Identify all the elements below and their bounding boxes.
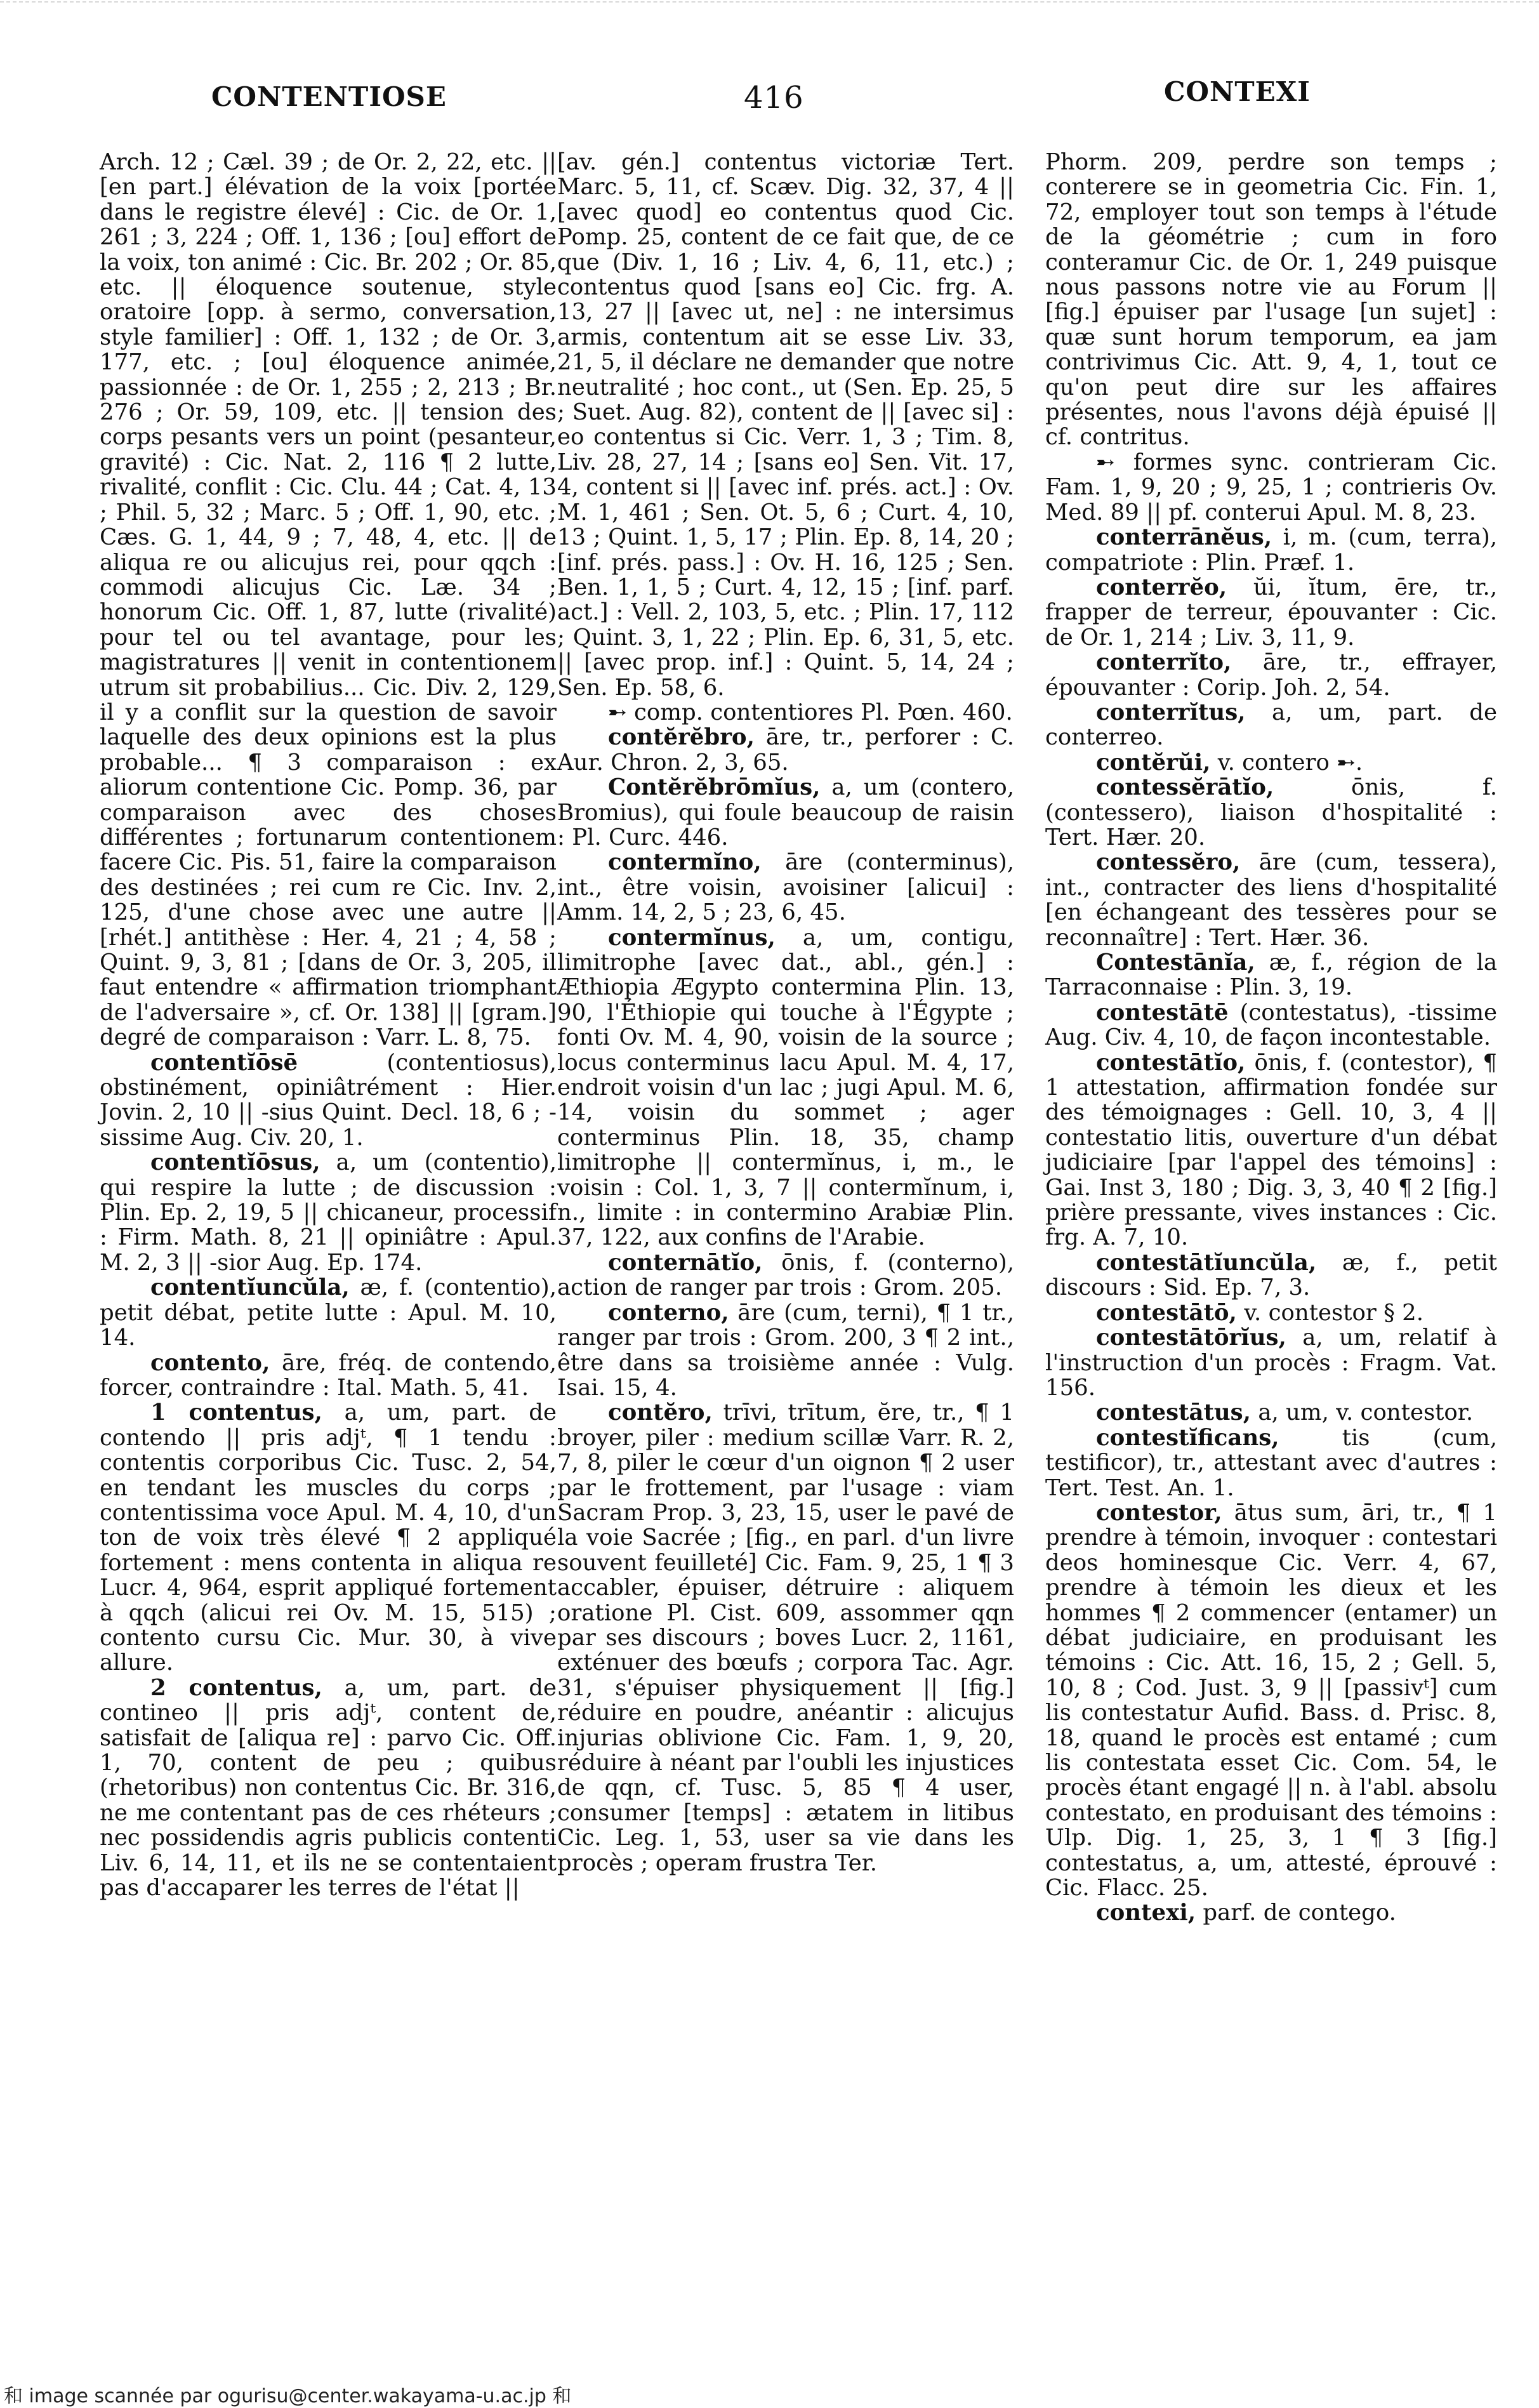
entry-headword: contestātĭo, [1096,1049,1246,1076]
entry-headword: contĕrĕbro, [608,724,755,751]
entry-headword: contestātē [1096,999,1229,1026]
entry-headword: contestātōrĭus, [1096,1325,1286,1351]
entry-body: ➸ comp. contentiores Pl. Pœn. 460. [608,699,1013,725]
dictionary-entry [1045,700,1497,750]
dictionary-entry [100,1275,557,1350]
entry-headword: 1 contentus, [150,1399,322,1426]
entry-body: (contestatus), -tissime Aug. Civ. 4, 10, de façon incontestable. [1045,999,1497,1051]
entry-headword: conterrānĕus, [1096,524,1272,551]
entry-body: a, um, part. de conterreo. [1045,699,1497,751]
entry-body: āre, tr., effrayer, épouvanter : Corip. Joh. 2, 54. [1045,649,1497,701]
entry-body: āre (cum, tessera), int., contracter des liens d'hospitalité [en échangeant des tessères pour se reconnaître] : Tert. Hær. 36. [1045,849,1497,951]
scan-credit-footer: 和 image scannée par ogurisu@center.wakayama-u.ac.jp 和 [4,2385,572,2407]
entry-headword: contermĭnus, [608,924,776,951]
dictionary-entry [1045,750,1497,775]
dictionary-entry [557,775,1014,850]
entry-body: [av. gén.] contentus victoriæ Tert. Marc. 5, 11, cf. Scæv. Dig. 32, 37, 4 || [avec quod] eo contentus quod Cic. Pomp. 25, content de ce fait que, de ce que (Div. 1, 16 ; Liv. 4, 6, 11, etc.) ; contentus quod [sans eo] Cic. frg. A. 13, 27 || [avec ut, ne] : ne intersimus armis, contentum ait se esse Liv. 33, 21, 5, il déclare ne demander que notre neutralité ; hoc cont., ut (Sen. Ep. 25, 5 ; Suet. Aug. 82), content de || [avec si] : eo contentus si Cic. Verr. 1, 3 ; Tim. 8, Liv. 28, 27, 14 ; [sans eo] Sen. Vit. 17, 4, content si || [avec inf. prés. act.] : Ov. M. 1, 461 ; Sen. Ot. 5, 6 ; Curt. 4, 10, 13 ; Quint. 1, 5, 17 ; Plin. Ep. 8, 14, 20 ; [inf. prés. pass.] : Ov. H. 16, 125 ; Sen. Ben. 1, 1, 5 ; Curt. 4, 12, 15 ; [inf. parf. act.] : Vell. 2, 103, 5, etc. ; Plin. 17, 112 ; Quint. 3, 1, 22 ; Plin. Ep. 6, 31, 5, etc. || [avec prop. inf.] : Quint. 5, 14, 24 ; Sen. Ep. 58, 6. [557,149,1014,701]
dictionary-entry [1045,1250,1497,1300]
entry-headword: contentĭōsē [150,1049,298,1076]
dictionary-entry [100,1150,557,1275]
running-head-right: CONTEXI [1164,76,1311,107]
dictionary-entry [1045,850,1497,950]
entry-continuation [557,150,1014,700]
entry-headword: contermĭno, [608,849,762,876]
entry-body: æ, f. (contentio), petit débat, petite lutte : Apul. M. 10, 14. [100,1274,557,1351]
entry-body: ➸ formes sync. contrieram Cic. Fam. 1, 9, 20 ; 9, 25, 1 ; contrieris Ov. Med. 89 || pf. conterui Apul. M. 8, 23. [1045,449,1497,526]
dictionary-entry [1045,525,1497,575]
entry-body: ŭi, ĭtum, ēre, tr., frapper de terreur, épouvanter : Cic. de Or. 1, 214 ; Liv. 3, 11, 9. [1045,574,1497,651]
dictionary-entry [557,1250,1014,1300]
entry-headword: contestātō, [1096,1299,1237,1326]
entry-body: parf. de contego. [1196,1900,1396,1926]
dictionary-entry [1045,775,1497,850]
entry-headword: contento, [150,1349,270,1376]
dictionary-entry [100,1676,557,1901]
entry-headword: Contestānĭa, [1096,949,1255,976]
scan-top-rule [0,1,1539,3]
entry-body: a, um, contigu, limitrophe [avec dat., abl., gén.] : Æthiopia Ægypto contermina Plin. 13, 90, l'Éthiopie qui touche à l'Égypte ; fonti Ov. M. 4, 90, voisin de la source ; locus conterminus lacu Apul. M. 4, 17, endroit voisin d'un lac ; jugi Apul. M. 6, 14, voisin du sommet ; ager conterminus Plin. 18, 35, champ limitrophe || contermĭnus, i, m., le voisin : Col. 1, 3, 7 || contermĭnum, i, n., limite : in contermino Arabiæ Plin. 37, 122, aux confins de l'Arabie. [557,924,1014,1251]
entry-body: a, um, v. contestor. [1251,1399,1474,1426]
dictionary-entry [1045,1300,1497,1325]
entry-continuation [100,150,557,1050]
dictionary-entry [1045,450,1497,525]
dictionary-entry [557,1300,1014,1401]
dictionary-entry [1045,1900,1497,1925]
entry-body: a, um, part. de contineo || pris adjᵗ, content de, satisfait de [aliqua re] : parvo Cic. Off. 1, 70, content de peu ; quibus (rhetoribus) non contentus Cic. Br. 316, ne me contentant pas de ces rhéteurs ; nec possidendis agris publicis contenti Liv. 6, 14, 11, et ils ne se contentaient pas d'accaparer les terres de l'état || [100,1674,557,1902]
dictionary-entry [1045,1400,1497,1425]
entry-body: Phorm. 209, perdre son temps ; conterere se in geometria Cic. Fin. 1, 72, employer tout son temps à l'étude de la géométrie ; cum in foro conteramur Cic. de Or. 1, 249 puisque nous passons notre vie au Forum || [fig.] épuiser par l'usage [un sujet] : quæ sunt horum temporum, ea jam contrivimus Cic. Att. 9, 4, 1, tout ce qu'on peut dire sur les affaires présentes, nous l'avons déjà épuisé || cf. contritus. [1045,149,1497,451]
dictionary-entry [1045,950,1497,1000]
entry-headword: contentĭōsus, [150,1149,320,1176]
dictionary-entry [557,725,1014,775]
dictionary-column-2 [557,150,1014,1875]
dictionary-entry [1045,1426,1497,1500]
entry-headword: contentĭuncŭla, [150,1274,350,1301]
entry-continuation [1045,150,1497,450]
entry-headword: conterrĭto, [1096,649,1232,676]
entry-body: trīvi, trītum, ĕre, tr., ¶ 1 broyer, piler : medium scillæ Varr. R. 2, 7, 8, piler le cœur d'un oignon ¶ 2 user par le frottement, par l'usage : viam Sacram Prop. 3, 23, 15, user le pavé de la voie Sacrée ; [fig., en parl. d'un livre souvent feuilleté] Cic. Fam. 9, 25, 1 ¶ 3 accabler, épuiser, détruire : aliquem oratione Pl. Cist. 609, assommer qqn par ses discours ; boves Lucr. 2, 1161, exténuer des bœufs ; corpora Tac. Agr. 31, s'épuiser physiquement || [fig.] réduire en poudre, anéantir : alicujus injurias oblivione Cic. Fam. 1, 9, 20, réduire à néant par l'oubli les injustices de qqn, cf. Tusc. 5, 85 ¶ 4 user, consumer [temps] : ætatem in litibus Cic. Leg. 1, 53, user sa vie dans les procès ; operam frustra Ter. [557,1399,1014,1876]
entry-headword: contestĭficans, [1096,1424,1279,1451]
entry-body: āre, tr., perforer : C. Aur. Chron. 2, 3, 65. [557,724,1014,776]
dictionary-entry [557,700,1014,725]
entry-body: (contentiosus), obstinément, opiniâtrément : Hier. Jovin. 2, 10 || -sius Quint. Decl. 18, 6 ; -sissime Aug. Civ. 20, 1. [100,1049,557,1151]
entry-body: æ, f., petit discours : Sid. Ep. 7, 3. [1045,1249,1497,1301]
entry-headword: contexi, [1096,1900,1196,1926]
entry-headword: conterrĭtus, [1096,699,1246,725]
entry-body: a, um, relatif à l'instruction d'un procès : Fragm. Vat. 156. [1045,1325,1497,1401]
dictionary-entry [1045,650,1497,700]
entry-body: ōnis, f. (conterno), action de ranger par trois : Grom. 205. [557,1249,1014,1301]
entry-body: ātus sum, āri, tr., ¶ 1 prendre à témoin, invoquer : contestari deos hominesque Cic. Verr. 4, 67, prendre à témoin les dieux et les hommes ¶ 2 commencer (entamer) un débat judiciaire, en produisant les témoins : Cic. Att. 16, 15, 2 ; Gell. 5, 10, 8 ; Cod. Just. 3, 9 || [passivᵗ] cum lis contestatur Aufid. Bass. d. Prisc. 8, 18, quand le procès est entamé ; cum lis contestata esset Cic. Com. 54, le procès étant engagé || n. à l'abl. absolu contestato, en produisant des témoins : Ulp. Dig. 1, 25, 3, 1 ¶ 3 [fig.] contestatus, a, um, attesté, éprouvé : Cic. Flacc. 25. [1045,1499,1497,1902]
entry-headword: contestātus, [1096,1399,1252,1426]
entry-headword: contĕro, [608,1399,713,1426]
entry-body: āre (conterminus), int., être voisin, avoisiner [alicui] : Amm. 14, 2, 5 ; 23, 6, 45. [557,849,1014,926]
entry-headword: contestātĭuncŭla, [1096,1249,1317,1276]
dictionary-entry [557,925,1014,1250]
entry-body: ōnis, f. (contestor), ¶ 1 attestation, affirmation fondée sur des témoignages : Gell. 10, 3, 4 || contestatio litis, ouverture d'un débat judiciaire [par l'appel des témoins] : Gai. Inst 3, 180 ; Dig. 3, 3, 40 ¶ 2 [fig.] prière pressante, vives instances : Cic. frg. A. 7, 10. [1045,1049,1497,1251]
entry-body: a, um (contentio), qui respire la lutte ; de discussion : Plin. Ep. 2, 19, 5 || chicaneur, processif : Firm. Math. 8, 21 || opiniâtre : Apul. M. 2, 3 || -sior Aug. Ep. 174. [100,1149,557,1276]
entry-body: v. contero ➸. [1210,749,1363,776]
entry-body: āre (cum, terni), ¶ 1 tr., ranger par trois : Grom. 200, 3 ¶ 2 int., être dans sa troisième année : Vulg. Isai. 15, 4. [557,1299,1014,1401]
entry-headword: contĕrŭi, [1096,749,1211,776]
dictionary-column-1 [100,150,557,1900]
dictionary-entry [557,1400,1014,1875]
entry-body: a, um (contero, Bromius), qui foule beaucoup de raisin : Pl. Curc. 446. [557,774,1014,850]
entry-body: v. contestor § 2. [1236,1299,1424,1326]
entry-headword: contessĕrātĭo, [1096,774,1274,801]
dictionary-entry [100,1351,557,1401]
entry-headword: conterrĕo, [1096,574,1227,600]
dictionary-entry [1045,1325,1497,1400]
entry-headword: conterno, [608,1299,729,1326]
entry-headword: contessĕro, [1096,849,1241,876]
entry-headword: contestor, [1096,1499,1222,1526]
entry-body: Arch. 12 ; Cæl. 39 ; de Or. 2, 22, etc. || [en part.] élévation de la voix [portée dans le registre élevé] : Cic. de Or. 1, 261 ; 3, 224 ; Off. 1, 136 ; [ou] effort de la voix, ton animé : Cic. Br. 202 ; Or. 85, etc. || éloquence soutenue, style oratoire [opp. à sermo, conversation, style familier] : Off. 1, 132 ; de Or. 3, 177, etc. ; [ou] éloquence animée, passionnée : de Or. 1, 255 ; 2, 213 ; Br. 276 ; Or. 59, 109, etc. || tension des corps pesants vers un point (pesanteur, gravité) : Cic. Nat. 2, 116 ¶ 2 lutte, rivalité, conflit : Cic. Clu. 44 ; Cat. 4, 13 ; Phil. 5, 32 ; Marc. 5 ; Off. 1, 90, etc. ; Cæs. G. 1, 44, 9 ; 7, 48, 4, etc. || de aliqua re ou alicujus rei, pour qqch : commodi alicujus Cic. Læ. 34 ; honorum Cic. Off. 1, 87, lutte (rivalité) pour tel ou tel avantage, pour les magistratures || venit in contentionem utrum sit probabilius... Cic. Div. 2, 129, il y a conflit sur la question de savoir laquelle des deux opinions est la plus probable... ¶ 3 comparaison : ex aliorum contentione Cic. Pomp. 36, par comparaison avec des choses différentes ; fortunarum contentionem facere Cic. Pis. 51, faire la comparaison des destinées ; rei cum re Cic. Inv. 2, 125, d'une chose avec une autre || [rhét.] antithèse : Her. 4, 21 ; 4, 58 ; Quint. 9, 3, 81 ; [dans de Or. 3, 205, il faut entendre « affirmation triomphant de l'adversaire », cf. Or. 138] || [gram.] degré de comparaison : Varr. L. 8, 75. [100,149,557,1051]
entry-body: tis (cum, testificor), tr., attestant avec d'autres : Tert. Test. An. 1. [1045,1424,1497,1501]
entry-body: a, um, part. de contendo || pris adjᵗ, ¶ 1 tendu : contentis corporibus Cic. Tusc. 2, 54, en tendant les muscles du corps ; contentissima voce Apul. M. 4, 10, d'un ton de voix très élevé ¶ 2 appliqué fortement : mens contenta in aliqua re Lucr. 4, 964, esprit appliqué fortement à qqch (alicui rei Ov. M. 15, 515) ; contento cursu Cic. Mur. 30, à vive allure. [100,1399,557,1676]
entry-body: æ, f., région de la Tarraconnaise : Plin. 3, 19. [1045,949,1497,1001]
entry-body: i, m. (cum, terra), compatriote : Plin. Præf. 1. [1045,524,1497,576]
entry-headword: 2 contentus, [150,1674,322,1701]
dictionary-entry [1045,1000,1497,1050]
dictionary-column-3 [1045,150,1497,1926]
page-number: 416 [744,80,804,116]
entry-headword: conternātĭo, [608,1249,763,1276]
dictionary-entry [100,1050,557,1151]
entry-headword: Contĕrĕbrōmĭus, [608,774,821,801]
running-head-left: CONTENTIOSE [211,81,447,112]
entry-body: āre, fréq. de contendo, forcer, contraindre : Ital. Math. 5, 41. [100,1349,557,1401]
dictionary-entry [1045,1500,1497,1901]
dictionary-entry [557,850,1014,925]
entry-body: ōnis, f. (contessero), liaison d'hospitalité : Tert. Hær. 20. [1045,774,1497,850]
dictionary-entry [1045,1050,1497,1250]
dictionary-entry [100,1400,557,1675]
dictionary-entry [1045,575,1497,650]
